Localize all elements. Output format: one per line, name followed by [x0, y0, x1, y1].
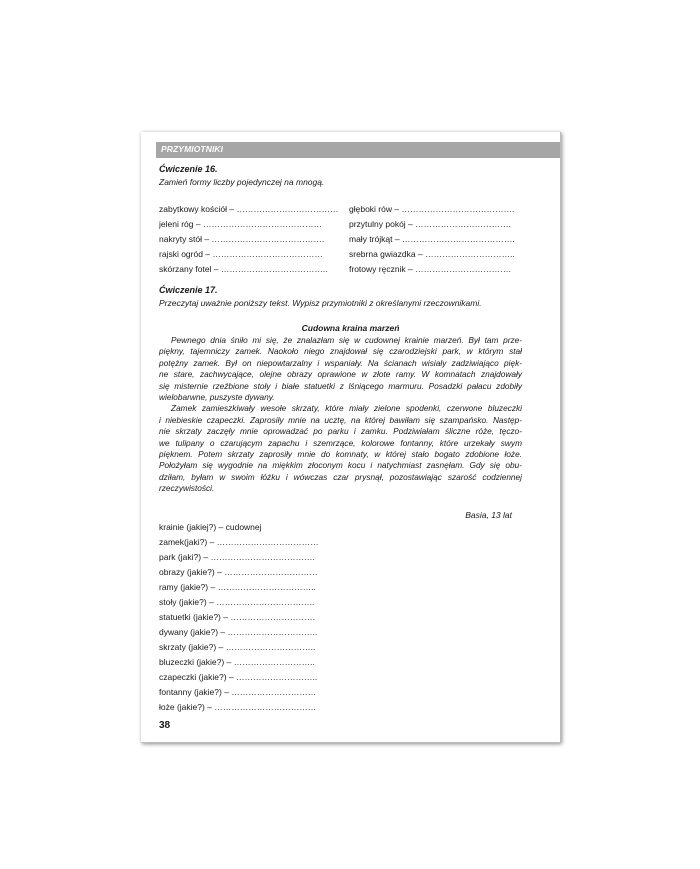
exercise-17-instruction: Przeczytaj uważnie poniższy tekst. Wypisz przymiotniki z określanymi rzeczownikami.	[159, 298, 482, 308]
exercise-16-left-item[interactable]: zabytkowy kościół – ………………………………	[159, 204, 339, 214]
story-line: we tulipany o czarującym zapachu i szemrzące, kolorowe fontanny, które urzekały swym	[159, 437, 522, 448]
exercise-16-left-item[interactable]: nakryty stół – ………………………………….	[159, 234, 325, 244]
answer-line[interactable]: statuetki (jakie?) – …………………………	[159, 612, 316, 622]
story-line: nie skrzaty zaczęły mnie oprowadzać po parku i zamku. Podziwiałam śliczne róże, tęczo-	[159, 426, 522, 437]
exercise-17-title: Ćwiczenie 17.	[159, 285, 218, 295]
exercise-16-right-item[interactable]: głęboki rów – ………………………………….	[349, 204, 515, 214]
exercise-16-left-item[interactable]: skórzany fotel – ………………………………..	[159, 264, 328, 274]
exercise-16-right-item[interactable]: srebrna gwiazdka – …………………………..	[349, 249, 515, 259]
answer-line[interactable]: stoły (jakie?) – ……………………………..	[159, 597, 315, 607]
story-line: i niebieskie czapeczki. Zaprosiły mnie na ucztę, na której bawiłam się szampańsko. Następ-	[159, 414, 522, 425]
story-line: Położyłam się wygodnie na miękkim złoconym kocu i natychmiast zasnęłam. Gdy się obu-	[159, 460, 522, 471]
story-text	[159, 335, 522, 495]
exercise-16-right-item[interactable]: frotowy ręcznik – …………………………….	[349, 264, 511, 274]
answer-line[interactable]: park (jaki?) – ……………………………….	[159, 552, 315, 562]
answer-line[interactable]: dywany (jakie?) – …………………………..	[159, 627, 318, 637]
answer-line[interactable]: obrazy (jakie?) – ……………………………	[159, 567, 318, 577]
workbook-page	[141, 132, 561, 743]
answer-line[interactable]: skrzaty (jakie?) – …………………………..	[159, 642, 316, 652]
story-line: Zamek zamieszkiwały wesołe skrzaty, które miały zielone spodenki, czerwone bluzeczki	[171, 403, 522, 414]
story-line: dziłam, byłam w swoim łóżku i wówczas czar prysnął, pozostawiając szarość codziennej	[159, 471, 522, 482]
page-number: 38	[159, 720, 171, 731]
answer-line[interactable]: czapeczki (jakie?) – ………………………..	[159, 672, 318, 682]
story-line: pięknem. Potem skrzaty zaprosiły mnie do komnaty, w której stało bogato zdobione łoże.	[159, 449, 522, 460]
answer-line[interactable]: łoże (jakie?) – ………………………………	[159, 702, 317, 712]
story-line: Pewnego dnia śniło mi się, że znalazłam się w cudownej krainie marzeń. Był tam prze-	[171, 335, 522, 345]
story-title: Cudowna kraina marzeń	[301, 323, 400, 333]
answer-line[interactable]: ramy (jakie?) – ……………………………..	[159, 582, 316, 592]
section-header-bar	[156, 142, 560, 158]
story-line: się misternie rzeźbione stoły i białe statuetki z lśniącego marmuru. Posadzki pałacu zdobiły	[159, 380, 522, 391]
story-line: ne stare, zachwycające, olejne obrazy oprawione w złote ramy. W komnatach znajdowały	[159, 369, 522, 380]
exercise-16-title: Ćwiczenie 16.	[159, 164, 218, 174]
answer-line[interactable]: bluzeczki (jakie?) – ………………………..	[159, 657, 315, 667]
answer-line[interactable]: fontanny (jakie?) – …………………………	[159, 687, 317, 697]
section-header-label: PRZYMIOTNIKI	[161, 144, 224, 154]
exercise-16-left-item[interactable]: rajski ogród – …………………………………	[159, 249, 323, 259]
story-line: rzeczywistości.	[159, 483, 215, 494]
answer-example: krainie (jakiej?) – cudownej	[159, 522, 262, 532]
story-line: piękny, tajemniczy zamek. Naokoło niego znajdował się czarodziejski park, w którym stał	[159, 346, 522, 357]
exercise-16-right-item[interactable]: przytulny pokój – …………………………….	[349, 219, 512, 229]
story-line: potężny zamek. Był on niepowtarzalny i wspaniały. Na ścianach wisiały zadziwiająco pięk-	[159, 357, 522, 368]
answer-line[interactable]: zamek(jaki?) – ………………………………	[159, 537, 319, 547]
exercise-16-left-item[interactable]: jeleni róg – ……………………………………	[159, 219, 322, 229]
story-line: wielobarwne, puszyste dywany.	[159, 392, 275, 403]
exercise-16-instruction: Zamień formy liczby pojedynczej na mnogą.	[159, 177, 325, 187]
exercise-16-right-item[interactable]: mały trójkąt – ………………………………….	[349, 234, 515, 244]
story-signature: Basia, 13 lat	[465, 510, 512, 520]
